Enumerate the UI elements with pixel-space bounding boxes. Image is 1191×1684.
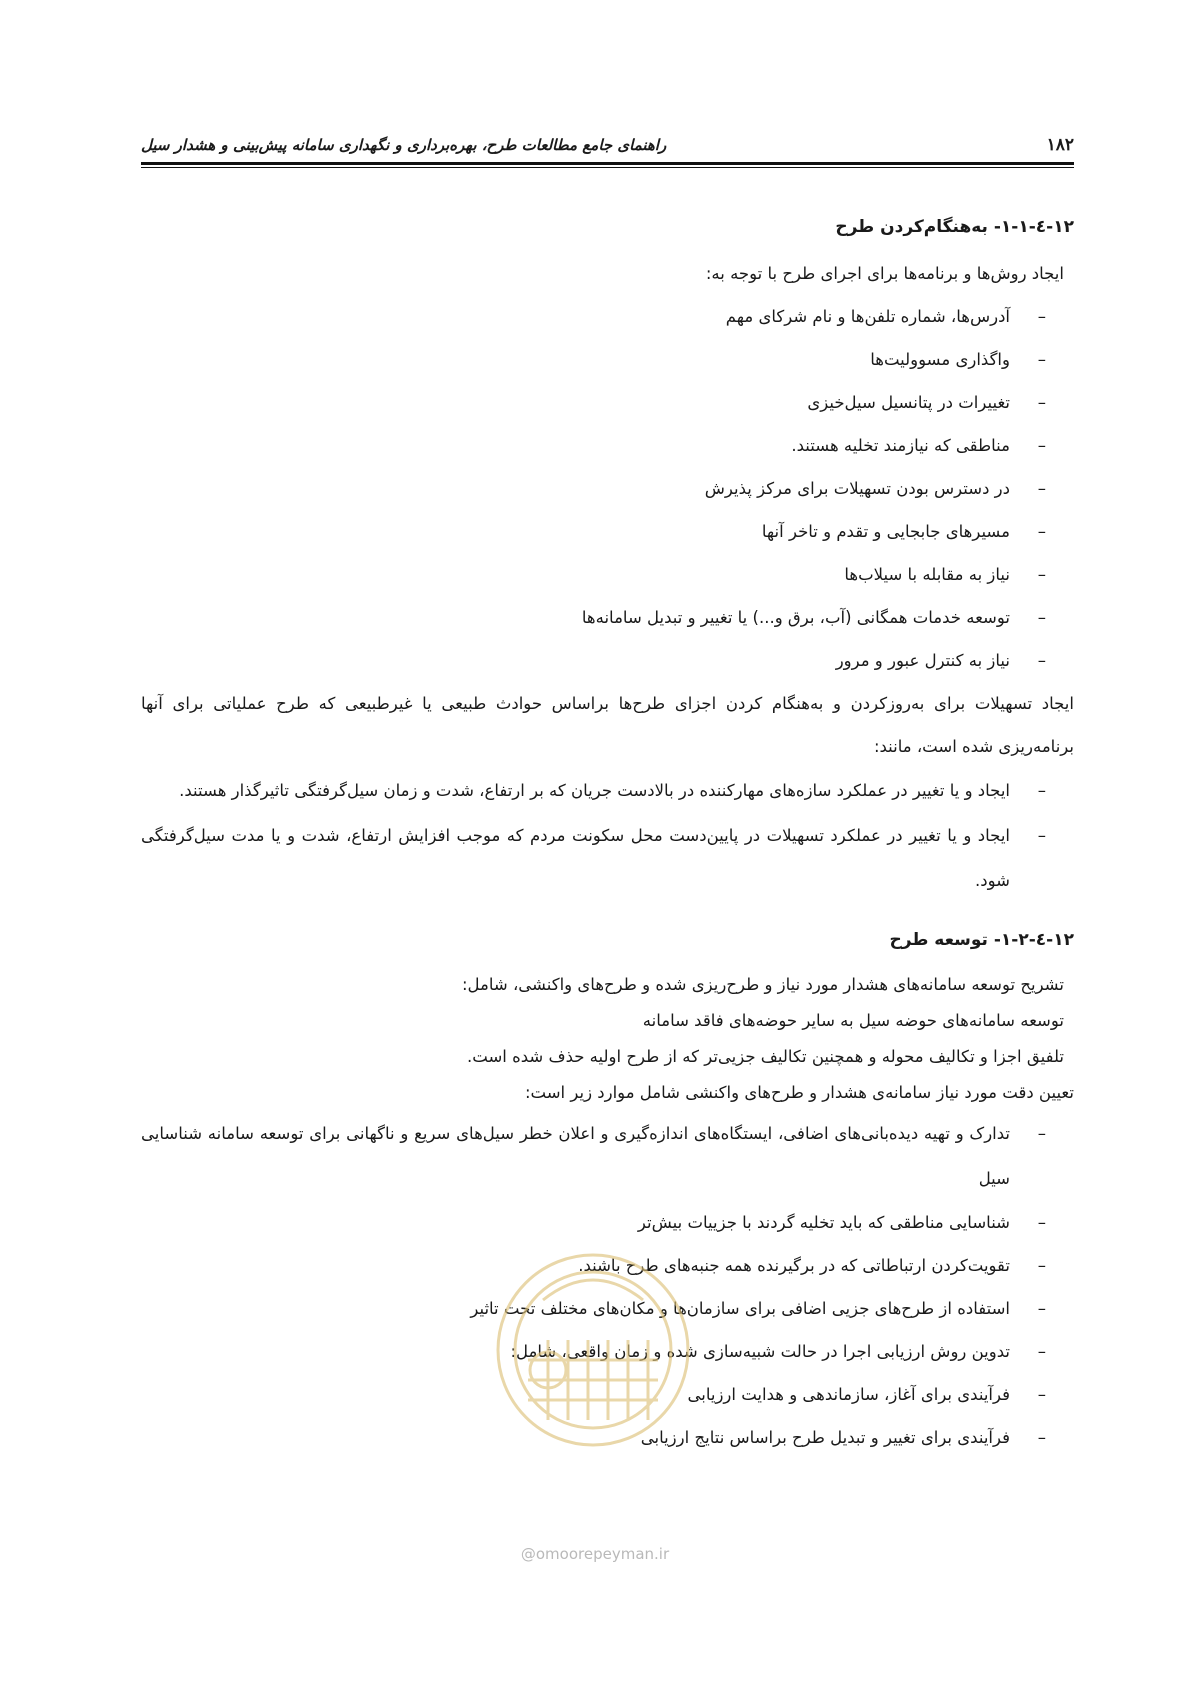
- list-item: – شناسایی مناطقی که باید تخلیه گردند با جزییات بیش‌تر: [141, 1201, 1074, 1244]
- section2-line: تلفیق اجزا و تکالیف محوله و همچنین تکالیف جزیی‌تر که از طرح اولیه حذف شده است.: [467, 1047, 1064, 1066]
- header-rule-thick: [141, 162, 1074, 165]
- list-item: – مناطقی که نیازمند تخلیه هستند.: [141, 424, 1074, 467]
- running-title: راهنمای جامع مطالعات طرح، بهره‌برداری و نگهداری سامانه پیش‌بینی و هشدار سیل: [141, 136, 667, 154]
- section-heading-plan-update: ۱۲-٤-۱-۱- به‌هنگام‌کردن طرح: [835, 217, 1074, 237]
- section1-paragraph: ایجاد تسهیلات برای به‌روزکردن و به‌هنگام کردن اجزای طرح‌ها براساس حوادث طبیعی یا غیرطبیعی که طرح عملیاتی برای آنها برنامه‌ریزی شده است، مانند:: [141, 694, 1074, 756]
- list-item: – تدوین روش ارزیابی اجرا در حالت شبیه‌سازی شده و زمان واقعی، شامل:: [141, 1330, 1074, 1373]
- dash-bullet-icon: –: [1037, 565, 1046, 584]
- dash-bullet-icon: –: [1037, 651, 1046, 670]
- dash-bullet-icon: –: [1037, 1385, 1046, 1404]
- list-item: – تقویت‌کردن ارتباطاتی که در برگیرنده همه جنبه‌های طرح باشند.: [141, 1244, 1074, 1287]
- dash-bullet-icon: –: [1037, 1256, 1046, 1275]
- list-item: – آدرس‌ها، شماره تلفن‌ها و نام شرکای مهم: [141, 295, 1074, 338]
- dash-bullet-icon: –: [1037, 781, 1046, 800]
- page-header: [141, 128, 1074, 162]
- list-item: – واگذاری مسوولیت‌ها: [141, 338, 1074, 381]
- list-item: – در دسترس بودن تسهیلات برای مرکز پذیرش: [141, 467, 1074, 510]
- dash-bullet-icon: –: [1037, 1124, 1046, 1143]
- section2-line: تعیین دقت مورد نیاز سامانه‌ی هشدار و طرح‌های واکنشی شامل موارد زیر است:: [524, 1083, 1074, 1102]
- dash-bullet-icon: –: [1037, 350, 1046, 369]
- dash-bullet-icon: –: [1037, 608, 1046, 627]
- section1-list2: [141, 768, 1074, 903]
- section2-intro: تشریح توسعه سامانه‌های هشدار مورد نیاز و طرح‌ریزی شده و طرح‌های واکنشی، شامل:: [461, 975, 1064, 994]
- dash-bullet-icon: –: [1037, 393, 1046, 412]
- list-item: – ایجاد و یا تغییر در عملکرد سازه‌های مهارکننده در بالادست جریان که بر ارتفاع، شدت و زمان سیل‌گرفتگی تاثیرگذار هستند.: [141, 768, 1074, 813]
- list-item: – فرآیندی برای تغییر و تبدیل طرح براساس نتایج ارزیابی: [141, 1416, 1074, 1459]
- list-item: – توسعه خدمات همگانی (آب، برق و...) یا تغییر و تبدیل سامانه‌ها: [141, 596, 1074, 639]
- dash-bullet-icon: –: [1037, 436, 1046, 455]
- page-number: ۱۸۲: [1046, 135, 1074, 155]
- section2-list: [141, 1111, 1074, 1459]
- dash-bullet-icon: –: [1037, 1213, 1046, 1232]
- list-item: – تغییرات در پتانسیل سیل‌خیزی: [141, 381, 1074, 424]
- dash-bullet-icon: –: [1037, 826, 1046, 845]
- page-content: [141, 210, 1074, 1459]
- dash-bullet-icon: –: [1037, 1299, 1046, 1318]
- section-heading-plan-development: ۱۲-٤-۱-۲- توسعه طرح: [889, 930, 1074, 950]
- list-item: – تدارک و تهیه دیده‌بانی‌های اضافی، ایستگاه‌های اندازه‌گیری و اعلان خطر سیل‌های سریع و ناگهانی برای توسعه سامانه شناسایی سیل: [141, 1111, 1074, 1201]
- header-rule-thin: [141, 167, 1074, 168]
- list-item: – ایجاد و یا تغییر در عملکرد تسهیلات در پایین‌دست محل سکونت مردم که موجب افزایش ارتفاع، شدت و یا مدت سیل‌گرفتگی شود.: [141, 813, 1074, 903]
- dash-bullet-icon: –: [1037, 479, 1046, 498]
- section1-intro: ایجاد روش‌ها و برنامه‌ها برای اجرای طرح با توجه به:: [705, 264, 1064, 283]
- list-item: – نیاز به مقابله با سیلاب‌ها: [141, 553, 1074, 596]
- dash-bullet-icon: –: [1037, 307, 1046, 326]
- section2-line: توسعه سامانه‌های حوضه سیل به سایر حوضه‌های فاقد سامانه: [642, 1011, 1064, 1030]
- list-item: – نیاز به کنترل عبور و مرور: [141, 639, 1074, 682]
- list-item: – مسیرهای جابجایی و تقدم و تاخر آنها: [141, 510, 1074, 553]
- dash-bullet-icon: –: [1037, 1342, 1046, 1361]
- list-item: – فرآیندی برای آغاز، سازماندهی و هدایت ارزیابی: [141, 1373, 1074, 1416]
- dash-bullet-icon: –: [1037, 1428, 1046, 1447]
- dash-bullet-icon: –: [1037, 522, 1046, 541]
- list-item: – استفاده از طرح‌های جزیی اضافی برای سازمان‌ها و مکان‌های مختلف تحت تاثیر: [141, 1287, 1074, 1330]
- watermark-text: @omoorepeyman.ir: [520, 1545, 670, 1563]
- section1-list: [141, 295, 1074, 682]
